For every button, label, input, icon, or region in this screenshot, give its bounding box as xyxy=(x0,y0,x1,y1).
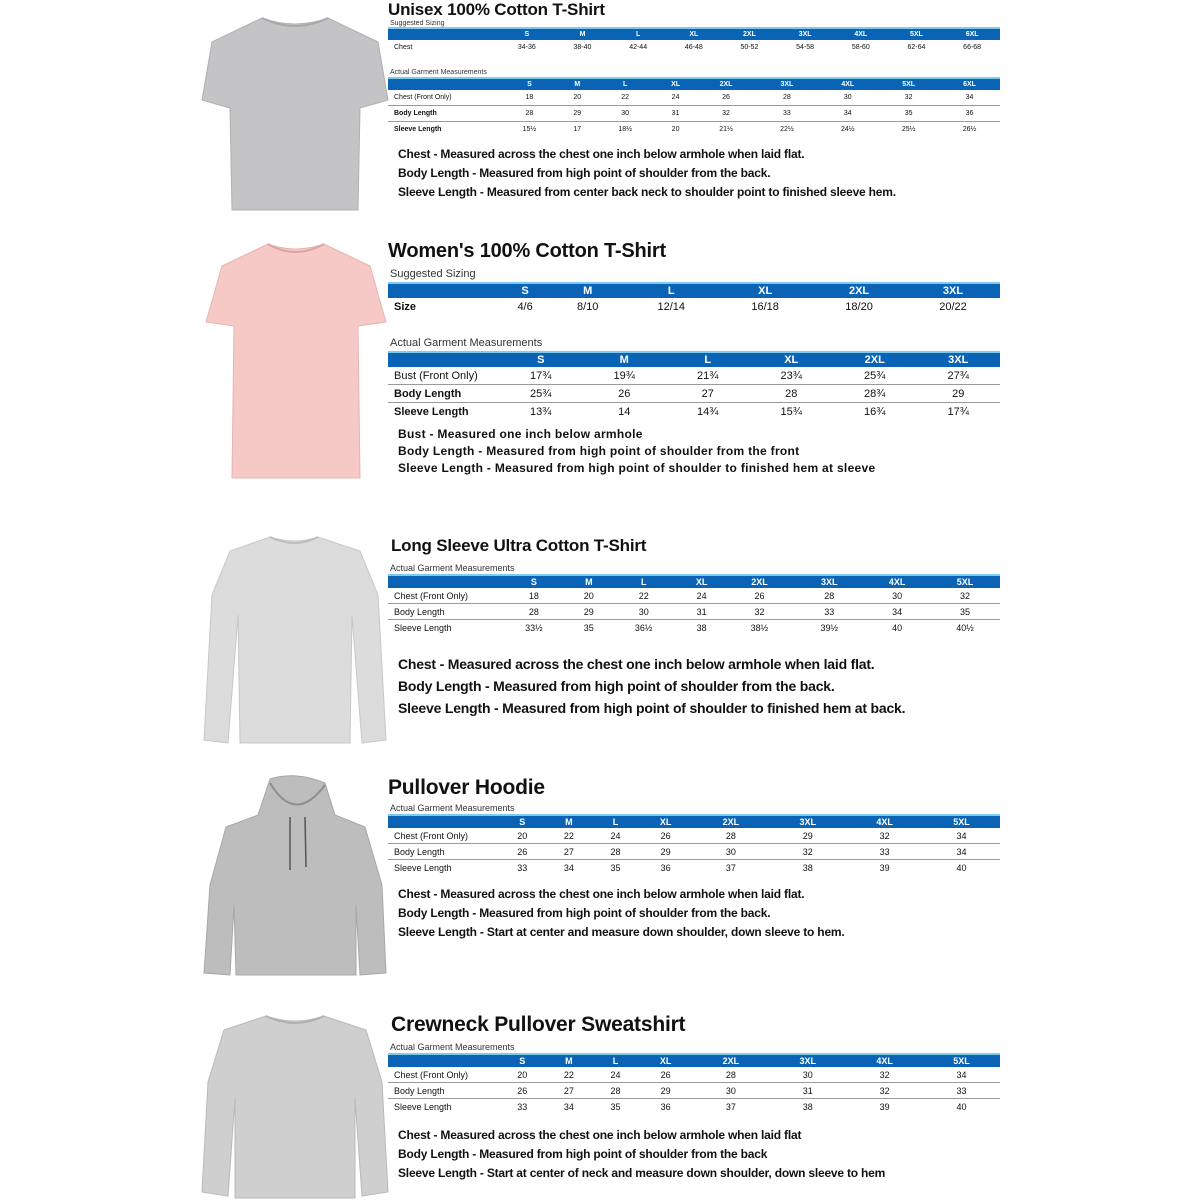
table-row xyxy=(388,1083,1000,1099)
cell: 33 xyxy=(794,604,864,620)
cell: 28¾ xyxy=(833,385,917,403)
note-chest: Chest - Measured across the chest one inch below armhole when laid flat xyxy=(398,1128,802,1142)
row-label: Size xyxy=(394,300,417,313)
cell: 28 xyxy=(592,1083,639,1099)
note-body-length: Body Length - Measured from high point of shoulder from the back xyxy=(398,1147,768,1161)
cell: 66-68 xyxy=(963,44,982,51)
column-header xyxy=(388,78,499,90)
cell: 37 xyxy=(725,1101,736,1112)
column-header: 4XL xyxy=(846,815,923,828)
cell: 26 xyxy=(639,1067,693,1083)
suggested-sizing-label: Suggested Sizing xyxy=(390,20,445,27)
cell: 13¾ xyxy=(530,405,552,418)
cell: 33 xyxy=(846,844,923,860)
column-header: 4XL xyxy=(846,1054,923,1067)
cell: 35 xyxy=(930,604,1000,620)
cell: 33 xyxy=(517,862,528,873)
column-header: 6XL xyxy=(939,78,1000,90)
column-header: M xyxy=(583,352,667,367)
cell: 26 xyxy=(583,385,667,403)
cell: 54-58 xyxy=(796,44,815,51)
cell: 29 xyxy=(769,828,846,844)
cell: 16/18 xyxy=(751,300,779,313)
crewneck-sweatshirt-section xyxy=(0,1012,1200,1200)
cell: 32 xyxy=(846,1083,923,1099)
column-header xyxy=(388,575,499,588)
cell: 33½ xyxy=(525,622,543,633)
row-label: Bust (Front Only) xyxy=(388,367,499,385)
cell: 26 xyxy=(499,1083,546,1099)
column-header: XL xyxy=(639,815,693,828)
note-chest: Chest - Measured across the chest one inch below armhole when laid flat. xyxy=(398,147,805,161)
suggested-sizing-label: Suggested Sizing xyxy=(390,268,476,280)
cell: 62-64 xyxy=(907,44,926,51)
cell: 17¾ xyxy=(499,367,583,385)
row-label: Sleeve Length xyxy=(394,405,469,418)
actual-measurements-table xyxy=(388,77,1000,137)
cell: 21½ xyxy=(719,126,733,133)
table-row xyxy=(388,604,1000,620)
cell: 35 xyxy=(583,622,594,633)
actual-measurements-label: Actual Garment Measurements xyxy=(390,563,515,573)
cell: 30 xyxy=(692,844,769,860)
cell: 21¾ xyxy=(666,367,750,385)
cell: 50-52 xyxy=(740,44,759,51)
column-header: 2XL xyxy=(725,575,795,588)
column-header: 4XL xyxy=(817,78,878,90)
long-sleeve-shirt-icon xyxy=(200,535,390,747)
cell: 31 xyxy=(679,604,725,620)
table-row xyxy=(388,106,1000,122)
actual-measurements-label: Actual Garment Measurements xyxy=(390,337,543,349)
column-header: 6XL xyxy=(944,28,1000,40)
column-header: M xyxy=(546,1054,593,1067)
measurement-notes xyxy=(398,653,1000,719)
cell: 25¾ xyxy=(833,367,917,385)
column-header: 2XL xyxy=(833,352,917,367)
cell: 32 xyxy=(846,828,923,844)
column-header: 4XL xyxy=(833,28,889,40)
cell: 12/14 xyxy=(657,300,685,313)
column-header: 3XL xyxy=(906,283,1000,298)
table-row xyxy=(388,40,1000,55)
table-row xyxy=(388,122,1000,138)
cell: 33 xyxy=(756,106,817,122)
column-header: XL xyxy=(656,78,696,90)
note-bust: Bust - Measured one inch below armhole xyxy=(398,427,643,441)
cell: 27 xyxy=(546,1083,593,1099)
unisex-tshirt-section xyxy=(0,0,1200,225)
cell: 24 xyxy=(656,90,696,106)
column-header: L xyxy=(624,283,718,298)
column-header: M xyxy=(569,575,609,588)
column-header: S xyxy=(499,1054,546,1067)
cell: 34 xyxy=(923,828,1000,844)
cell: 30 xyxy=(595,106,656,122)
cell: 42-44 xyxy=(629,44,648,51)
table-row xyxy=(388,403,1000,421)
hoodie-icon xyxy=(200,775,390,980)
column-header: 2XL xyxy=(812,283,906,298)
note-sleeve-length: Sleeve Length - Measured from center back neck to shoulder point to finished sleeve hem. xyxy=(398,185,896,199)
column-header: 3XL xyxy=(917,352,1001,367)
column-header: L xyxy=(666,352,750,367)
column-header: L xyxy=(609,575,679,588)
section-title: Women's 100% Cotton T-Shirt xyxy=(388,240,666,262)
measurement-notes xyxy=(398,145,1000,202)
cell: 24 xyxy=(592,1067,639,1083)
note-sleeve-length: Sleeve Length - Measured from high point of shoulder to finished hem at back. xyxy=(398,700,906,716)
cell: 22 xyxy=(546,1067,593,1083)
row-label: Body Length xyxy=(388,106,499,122)
actual-measurements-label: Actual Garment Measurements xyxy=(390,1042,515,1052)
column-header: L xyxy=(592,1054,639,1067)
cell: 22½ xyxy=(780,126,794,133)
cell: 40 xyxy=(892,622,903,633)
cell: 38 xyxy=(696,622,707,633)
cell: 36 xyxy=(660,862,671,873)
cell: 4/6 xyxy=(517,300,533,313)
cell: 34-36 xyxy=(517,44,536,51)
cell: 34 xyxy=(864,604,930,620)
cell: 34 xyxy=(563,1101,574,1112)
cell: 39½ xyxy=(820,622,839,633)
note-body-length: Body Length - Measured from high point of shoulder from the back. xyxy=(398,166,771,180)
cell: 16¾ xyxy=(864,405,886,418)
column-header: 3XL xyxy=(756,78,817,90)
cell: 15¾ xyxy=(780,405,802,418)
note-body-length: Body Length - Measured from high point of shoulder from the back. xyxy=(398,906,771,920)
column-header: M xyxy=(560,78,595,90)
cell: 18 xyxy=(499,588,569,604)
cell: 38-40 xyxy=(573,44,592,51)
column-header: 5XL xyxy=(923,815,1000,828)
row-label: Body Length xyxy=(388,385,499,403)
note-sleeve-length: Sleeve Length - Start at center of neck and measure down shoulder, down sleeve to hem xyxy=(398,1166,886,1180)
cell: 24 xyxy=(592,828,639,844)
cell: 29 xyxy=(560,106,595,122)
cell: 28 xyxy=(499,106,560,122)
cell: 32 xyxy=(696,106,757,122)
note-body-length: Body Length - Measured from high point of shoulder from the front xyxy=(398,444,800,458)
cell: 39 xyxy=(879,1101,890,1112)
cell: 17¾ xyxy=(947,405,969,418)
suggested-sizing-table xyxy=(388,27,1000,55)
table-row xyxy=(388,367,1000,385)
column-header xyxy=(388,283,499,298)
cell: 38 xyxy=(802,862,813,873)
cell: 22 xyxy=(546,828,593,844)
column-header xyxy=(388,1054,499,1067)
cell: 34 xyxy=(817,106,878,122)
column-header: S xyxy=(499,283,551,298)
column-header xyxy=(388,28,499,40)
section-title: Unisex 100% Cotton T-Shirt xyxy=(388,0,605,19)
cell: 14¾ xyxy=(697,405,719,418)
measurement-notes xyxy=(398,885,1000,942)
cell: 20 xyxy=(560,90,595,106)
cell: 36½ xyxy=(634,622,653,633)
column-header: 5XL xyxy=(930,575,1000,588)
column-header: 2XL xyxy=(722,28,778,40)
cell: 15½ xyxy=(522,126,537,133)
cell: 38 xyxy=(802,1101,813,1112)
cell: 27 xyxy=(666,385,750,403)
actual-measurements-label: Actual Garment Measurements xyxy=(390,803,515,813)
column-header: S xyxy=(499,28,555,40)
cell: 24½ xyxy=(840,126,855,133)
cell: 25¾ xyxy=(499,385,583,403)
cell: 32 xyxy=(878,90,939,106)
column-header: 2XL xyxy=(692,1054,769,1067)
cell: 26 xyxy=(696,90,757,106)
cell: 28 xyxy=(794,588,864,604)
column-header: XL xyxy=(750,352,834,367)
table-row xyxy=(388,1099,1000,1115)
cell: 29 xyxy=(639,844,693,860)
cell: 28 xyxy=(692,1067,769,1083)
cell: 29 xyxy=(639,1083,693,1099)
cell: 26 xyxy=(639,828,693,844)
cell: 8/10 xyxy=(577,300,599,313)
row-label: Chest (Front Only) xyxy=(388,90,499,106)
table-row xyxy=(388,844,1000,860)
row-label: Body Length xyxy=(388,604,499,620)
cell: 20 xyxy=(499,1067,546,1083)
cell: 28 xyxy=(692,828,769,844)
sweatshirt-icon xyxy=(200,1012,390,1200)
column-header: S xyxy=(499,78,560,90)
womens-tshirt-icon xyxy=(200,240,390,485)
note-chest: Chest - Measured across the chest one inch below armhole when laid flat. xyxy=(398,656,875,672)
cell: 34 xyxy=(923,844,1000,860)
row-label: Sleeve Length xyxy=(394,862,452,873)
pullover-hoodie-section xyxy=(0,775,1200,990)
cell: 30 xyxy=(817,90,878,106)
cell: 58-60 xyxy=(851,44,870,51)
cell: 18½ xyxy=(618,126,632,133)
cell: 27 xyxy=(546,844,593,860)
cell: 33 xyxy=(517,1101,528,1112)
column-header: 2XL xyxy=(692,815,769,828)
cell: 34 xyxy=(923,1067,1000,1083)
cell: 27¾ xyxy=(917,367,1001,385)
section-title: Long Sleeve Ultra Cotton T-Shirt xyxy=(391,536,647,555)
column-header: 4XL xyxy=(864,575,930,588)
cell: 20 xyxy=(499,828,546,844)
cell: 20 xyxy=(671,126,680,133)
cell: 29 xyxy=(917,385,1001,403)
cell: 24 xyxy=(679,588,725,604)
cell: 34 xyxy=(939,90,1000,106)
column-header: 3XL xyxy=(769,1054,846,1067)
cell: 31 xyxy=(769,1083,846,1099)
cell: 32 xyxy=(769,844,846,860)
long-sleeve-section xyxy=(0,535,1200,755)
table-row xyxy=(388,588,1000,604)
row-label: Body Length xyxy=(388,1083,499,1099)
column-header: 3XL xyxy=(794,575,864,588)
column-header: 5XL xyxy=(923,1054,1000,1067)
cell: 28 xyxy=(592,844,639,860)
cell: 30 xyxy=(769,1067,846,1083)
cell: 14 xyxy=(618,405,631,418)
column-header: 3XL xyxy=(777,28,833,40)
cell: 35 xyxy=(610,1101,621,1112)
cell: 35 xyxy=(878,106,939,122)
table-row xyxy=(388,90,1000,106)
column-header: M xyxy=(546,815,593,828)
actual-measurements-table xyxy=(388,351,1000,420)
column-header: 5XL xyxy=(878,78,939,90)
measurement-notes xyxy=(398,426,1000,477)
section-title: Crewneck Pullover Sweatshirt xyxy=(391,1013,686,1036)
row-label: Chest (Front Only) xyxy=(388,828,499,844)
womens-tshirt-section xyxy=(0,238,1200,498)
cell: 30 xyxy=(864,588,930,604)
column-header xyxy=(388,815,499,828)
column-header: XL xyxy=(666,28,722,40)
cell: 32 xyxy=(846,1067,923,1083)
cell: 20/22 xyxy=(939,300,967,313)
cell: 36 xyxy=(660,1101,671,1112)
column-header: XL xyxy=(679,575,725,588)
column-header: XL xyxy=(718,283,812,298)
column-header: L xyxy=(610,28,666,40)
tshirt-icon xyxy=(200,12,390,217)
cell: 30 xyxy=(692,1083,769,1099)
row-label: Body Length xyxy=(388,844,499,860)
table-row xyxy=(388,620,1000,636)
cell: 22 xyxy=(609,588,679,604)
column-header: S xyxy=(499,575,569,588)
actual-measurements-table xyxy=(388,574,1000,635)
table-row xyxy=(388,298,1000,315)
note-sleeve-length: Sleeve Length - Start at center and measure down shoulder, down sleeve to hem. xyxy=(398,925,845,939)
cell: 37 xyxy=(725,862,736,873)
cell: 40½ xyxy=(956,622,974,633)
section-title: Pullover Hoodie xyxy=(388,776,545,799)
cell: 38½ xyxy=(750,622,769,633)
cell: 17 xyxy=(573,126,582,133)
column-header: L xyxy=(592,815,639,828)
note-chest: Chest - Measured across the chest one inch below armhole when laid flat. xyxy=(398,887,805,901)
row-label: Chest (Front Only) xyxy=(388,588,499,604)
cell: 19¾ xyxy=(583,367,667,385)
cell: 30 xyxy=(609,604,679,620)
actual-measurements-label: Actual Garment Measurements xyxy=(390,69,487,76)
cell: 34 xyxy=(563,862,574,873)
cell: 40 xyxy=(956,1101,967,1112)
cell: 32 xyxy=(725,604,795,620)
actual-measurements-table xyxy=(388,814,1000,875)
cell: 28 xyxy=(756,90,817,106)
row-label: Chest xyxy=(394,44,413,51)
cell: 25½ xyxy=(901,126,916,133)
cell: 46-48 xyxy=(684,44,703,51)
row-label: Sleeve Length xyxy=(394,1101,452,1112)
column-header: 3XL xyxy=(769,815,846,828)
cell: 20 xyxy=(569,588,609,604)
cell: 35 xyxy=(610,862,621,873)
table-row xyxy=(388,860,1000,876)
table-row xyxy=(388,385,1000,403)
cell: 28 xyxy=(499,604,569,620)
cell: 26 xyxy=(725,588,795,604)
note-body-length: Body Length - Measured from high point of shoulder from the back. xyxy=(398,678,835,694)
cell: 18/20 xyxy=(845,300,873,313)
column-header: 2XL xyxy=(696,78,757,90)
cell: 26 xyxy=(499,844,546,860)
row-label: Sleeve Length xyxy=(394,126,442,133)
cell: 32 xyxy=(930,588,1000,604)
cell: 33 xyxy=(923,1083,1000,1099)
column-header: M xyxy=(555,28,611,40)
column-header: S xyxy=(499,352,583,367)
column-header: 5XL xyxy=(889,28,945,40)
cell: 40 xyxy=(956,862,967,873)
column-header: L xyxy=(595,78,656,90)
table-row xyxy=(388,828,1000,844)
suggested-sizing-table xyxy=(388,282,1000,315)
cell: 26½ xyxy=(962,126,977,133)
table-row xyxy=(388,1067,1000,1083)
cell: 23¾ xyxy=(750,367,834,385)
cell: 29 xyxy=(569,604,609,620)
cell: 36 xyxy=(939,106,1000,122)
column-header: M xyxy=(551,283,624,298)
cell: 31 xyxy=(656,106,696,122)
column-header: S xyxy=(499,815,546,828)
cell: 28 xyxy=(750,385,834,403)
cell: 18 xyxy=(499,90,560,106)
row-label: Sleeve Length xyxy=(394,622,452,633)
note-sleeve-length: Sleeve Length - Measured from high point of shoulder to finished hem at sleeve xyxy=(398,461,876,475)
row-label: Chest (Front Only) xyxy=(388,1067,499,1083)
actual-measurements-table xyxy=(388,1053,1000,1114)
cell: 39 xyxy=(879,862,890,873)
cell: 22 xyxy=(595,90,656,106)
measurement-notes xyxy=(398,1126,1000,1183)
column-header: XL xyxy=(639,1054,693,1067)
column-header xyxy=(388,352,499,367)
